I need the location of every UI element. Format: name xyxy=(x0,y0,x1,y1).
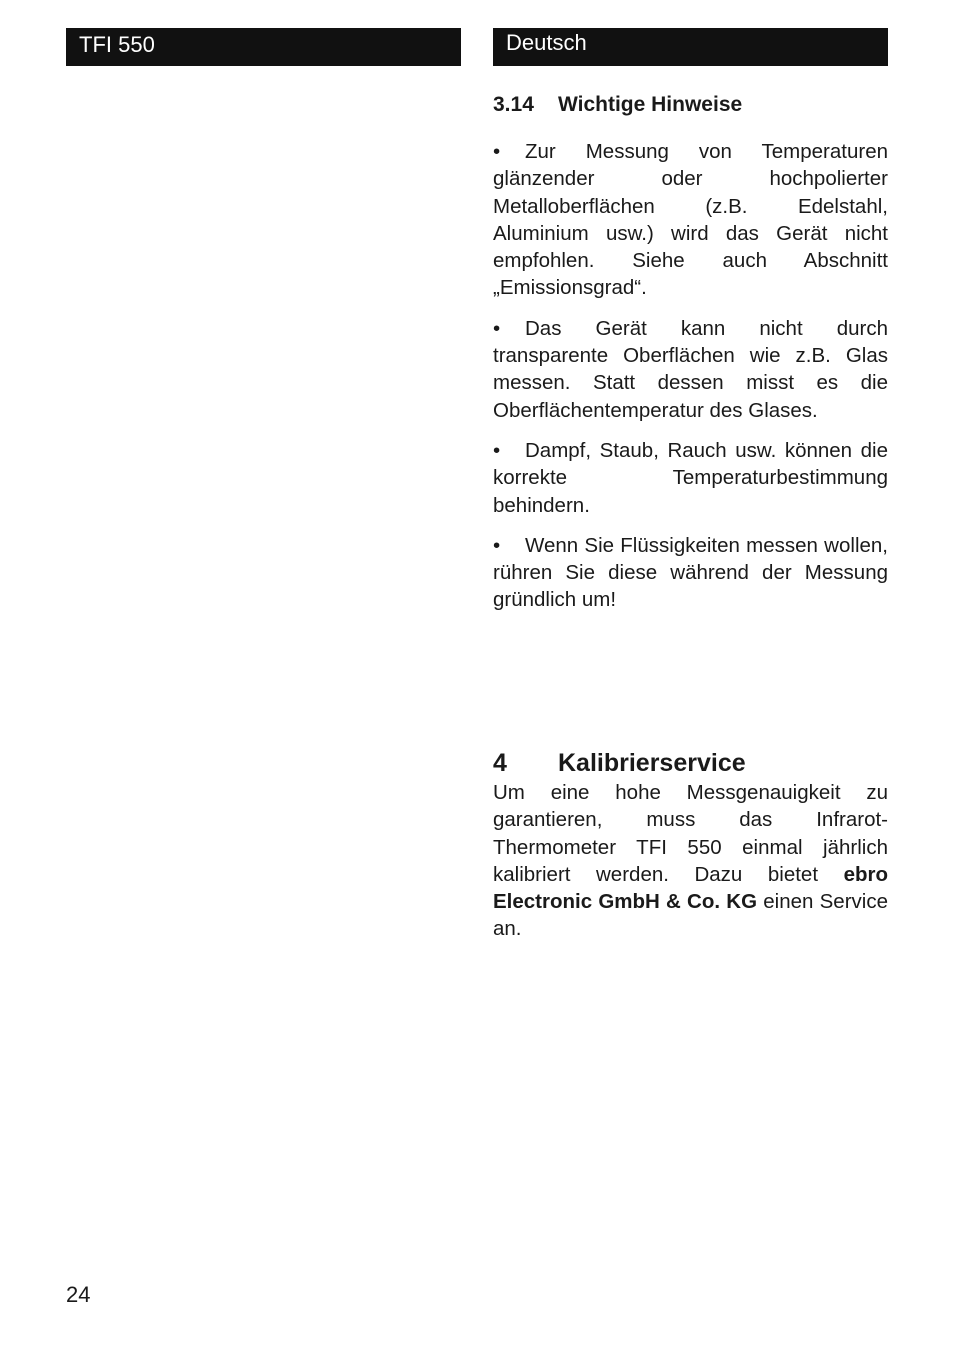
chapter-title: Kalibrierservice xyxy=(558,749,746,777)
header-language-title: Deutsch xyxy=(506,30,587,55)
bullet-item xyxy=(493,437,888,519)
header-product-bar xyxy=(66,28,461,66)
bullet-text: Dampf, Staub, Rauch usw. können die korrekte Temperaturbestimmung behindern. xyxy=(493,438,888,517)
company-name: ebro Electronic GmbH & Co. KG xyxy=(493,862,888,914)
bullet-text: Zur Messung von Temperaturen glänzender oder hochpolierter Metalloberflächen (z.B. Edelstahl, Aluminium usw.) wird das Gerät nicht empfohlen. Siehe auch Abschnitt „Emissionsgrad“. xyxy=(493,140,888,300)
header-language-bar xyxy=(493,28,888,66)
header-product-title: TFI 550 xyxy=(79,32,155,57)
chapter-heading xyxy=(493,746,888,780)
section-heading xyxy=(493,90,888,120)
bullet-icon: • xyxy=(493,438,501,462)
bullet-item xyxy=(493,138,888,302)
page-number: 24 xyxy=(66,1282,91,1307)
bullet-icon: • xyxy=(493,140,501,163)
chapter-paragraph xyxy=(493,779,888,943)
bullet-item xyxy=(493,532,888,614)
bullet-text: Das Gerät kann nicht durch transparente Oberflächen wie z.B. Glas messen. Statt dessen misst es die Oberflächentemperatur des Glases. xyxy=(493,316,888,422)
bullet-text: Wenn Sie Flüssigkeiten messen wollen, rühren Sie diese während der Messung gründlich um! xyxy=(493,533,888,612)
chapter-text-end: einen Service an. xyxy=(493,890,888,941)
bullet-icon: • xyxy=(493,316,501,340)
section-title: Wichtige Hinweise xyxy=(558,93,743,116)
bullet-icon: • xyxy=(493,533,501,557)
bullet-item xyxy=(493,315,888,424)
chapter-text-start: Um eine hohe Messgenauigkeit zu garantieren, muss das Infrarot-Thermometer TFI 550 einmal jährlich kalibriert werden. Dazu bietet xyxy=(493,781,888,886)
bullet-list xyxy=(493,138,888,627)
section-number: 3.14 xyxy=(493,93,534,116)
chapter-number: 4 xyxy=(493,749,507,777)
